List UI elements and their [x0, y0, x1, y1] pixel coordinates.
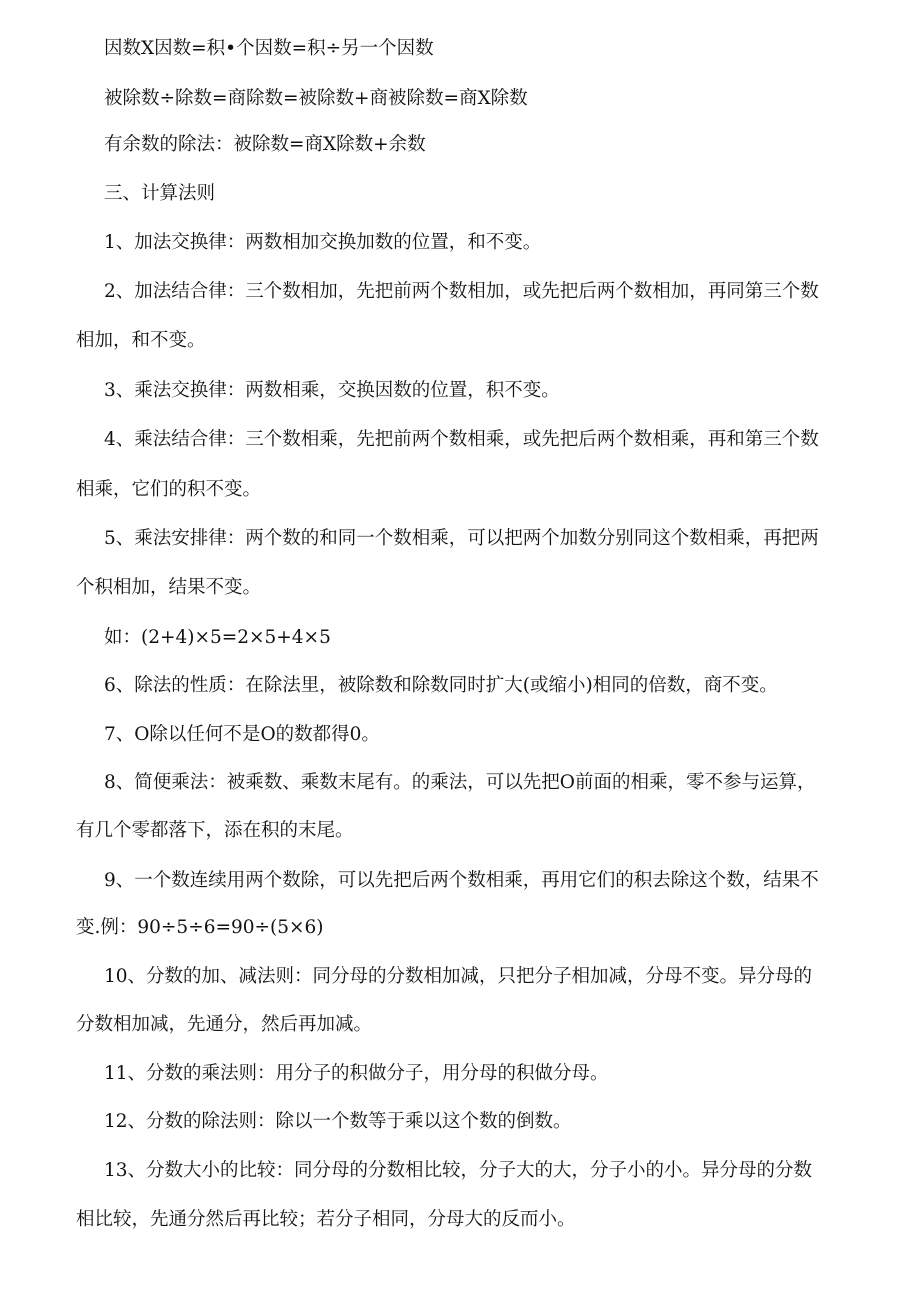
rule-13-cont: 相比较，先通分然后再比较；若分子相同，分母大的反而小。	[76, 1209, 576, 1230]
rule-8: 8、简便乘法：被乘数、乘数末尾有。的乘法，可以先把O前面的相乘，零不参与运算，	[104, 772, 816, 793]
rule-1: 1、加法交换律：两数相加交换加数的位置，和不变。	[104, 232, 542, 253]
formula-line-remainder: 有余数的除法：被除数=商X除数+余数	[104, 134, 426, 155]
rule-4-cont: 相乘，它们的积不变。	[76, 479, 262, 500]
rule-2-cont: 相加，和不变。	[76, 330, 206, 351]
rule-11: 11、分数的乘法则：用分子的积做分子，用分母的积做分母。	[104, 1063, 609, 1084]
rule-8-cont: 有几个零都落下，添在积的末尾。	[76, 820, 354, 841]
rule-9-cont: 变.例：90÷5÷6=90÷(5×6)	[76, 917, 324, 938]
rule-6: 6、除法的性质：在除法里，被除数和除数同时扩大(或缩小)相同的倍数，商不变。	[104, 675, 778, 696]
rule-3: 3、乘法交换律：两数相乘，交换因数的位置，积不变。	[104, 380, 560, 401]
rule-10: 10、分数的加、减法则：同分母的分数相加减，只把分子相加减，分母不变。异分母的	[104, 966, 813, 987]
rule-9: 9、一个数连续用两个数除，可以先把后两个数相乘，再用它们的积去除这个数，结果不	[104, 870, 819, 891]
rule-13: 13、分数大小的比较：同分母的分数相比较，分子大的大，分子小的小。异分母的分数	[104, 1160, 813, 1181]
rule-4: 4、乘法结合律：三个数相乘，先把前两个数相乘，或先把后两个数相乘，再和第三个数	[104, 429, 819, 450]
rule-5-cont: 个积相加，结果不变。	[76, 577, 262, 598]
rule-5: 5、乘法安排律：两个数的和同一个数相乘，可以把两个加数分别同这个数相乘，再把两	[104, 528, 819, 549]
section-heading: 三、计算法则	[104, 183, 216, 204]
rule-10-cont: 分数相加减，先通分，然后再加减。	[76, 1014, 373, 1035]
formula-line-multiplication: 因数X因数=积•个因数=积÷另一个因数	[104, 38, 434, 59]
formula-line-division: 被除数÷除数=商除数=被除数+商被除数=商X除数	[104, 88, 528, 109]
rule-2: 2、加法结合律：三个数相加，先把前两个数相加，或先把后两个数相加，再同第三个数	[104, 281, 819, 302]
rule-7: 7、O除以任何不是O的数都得0。	[104, 724, 380, 745]
rule-5-example: 如：(2+4)×5=2×5+4×5	[104, 627, 331, 648]
rule-12: 12、分数的除法则：除以一个数等于乘以这个数的倒数。	[104, 1111, 572, 1132]
